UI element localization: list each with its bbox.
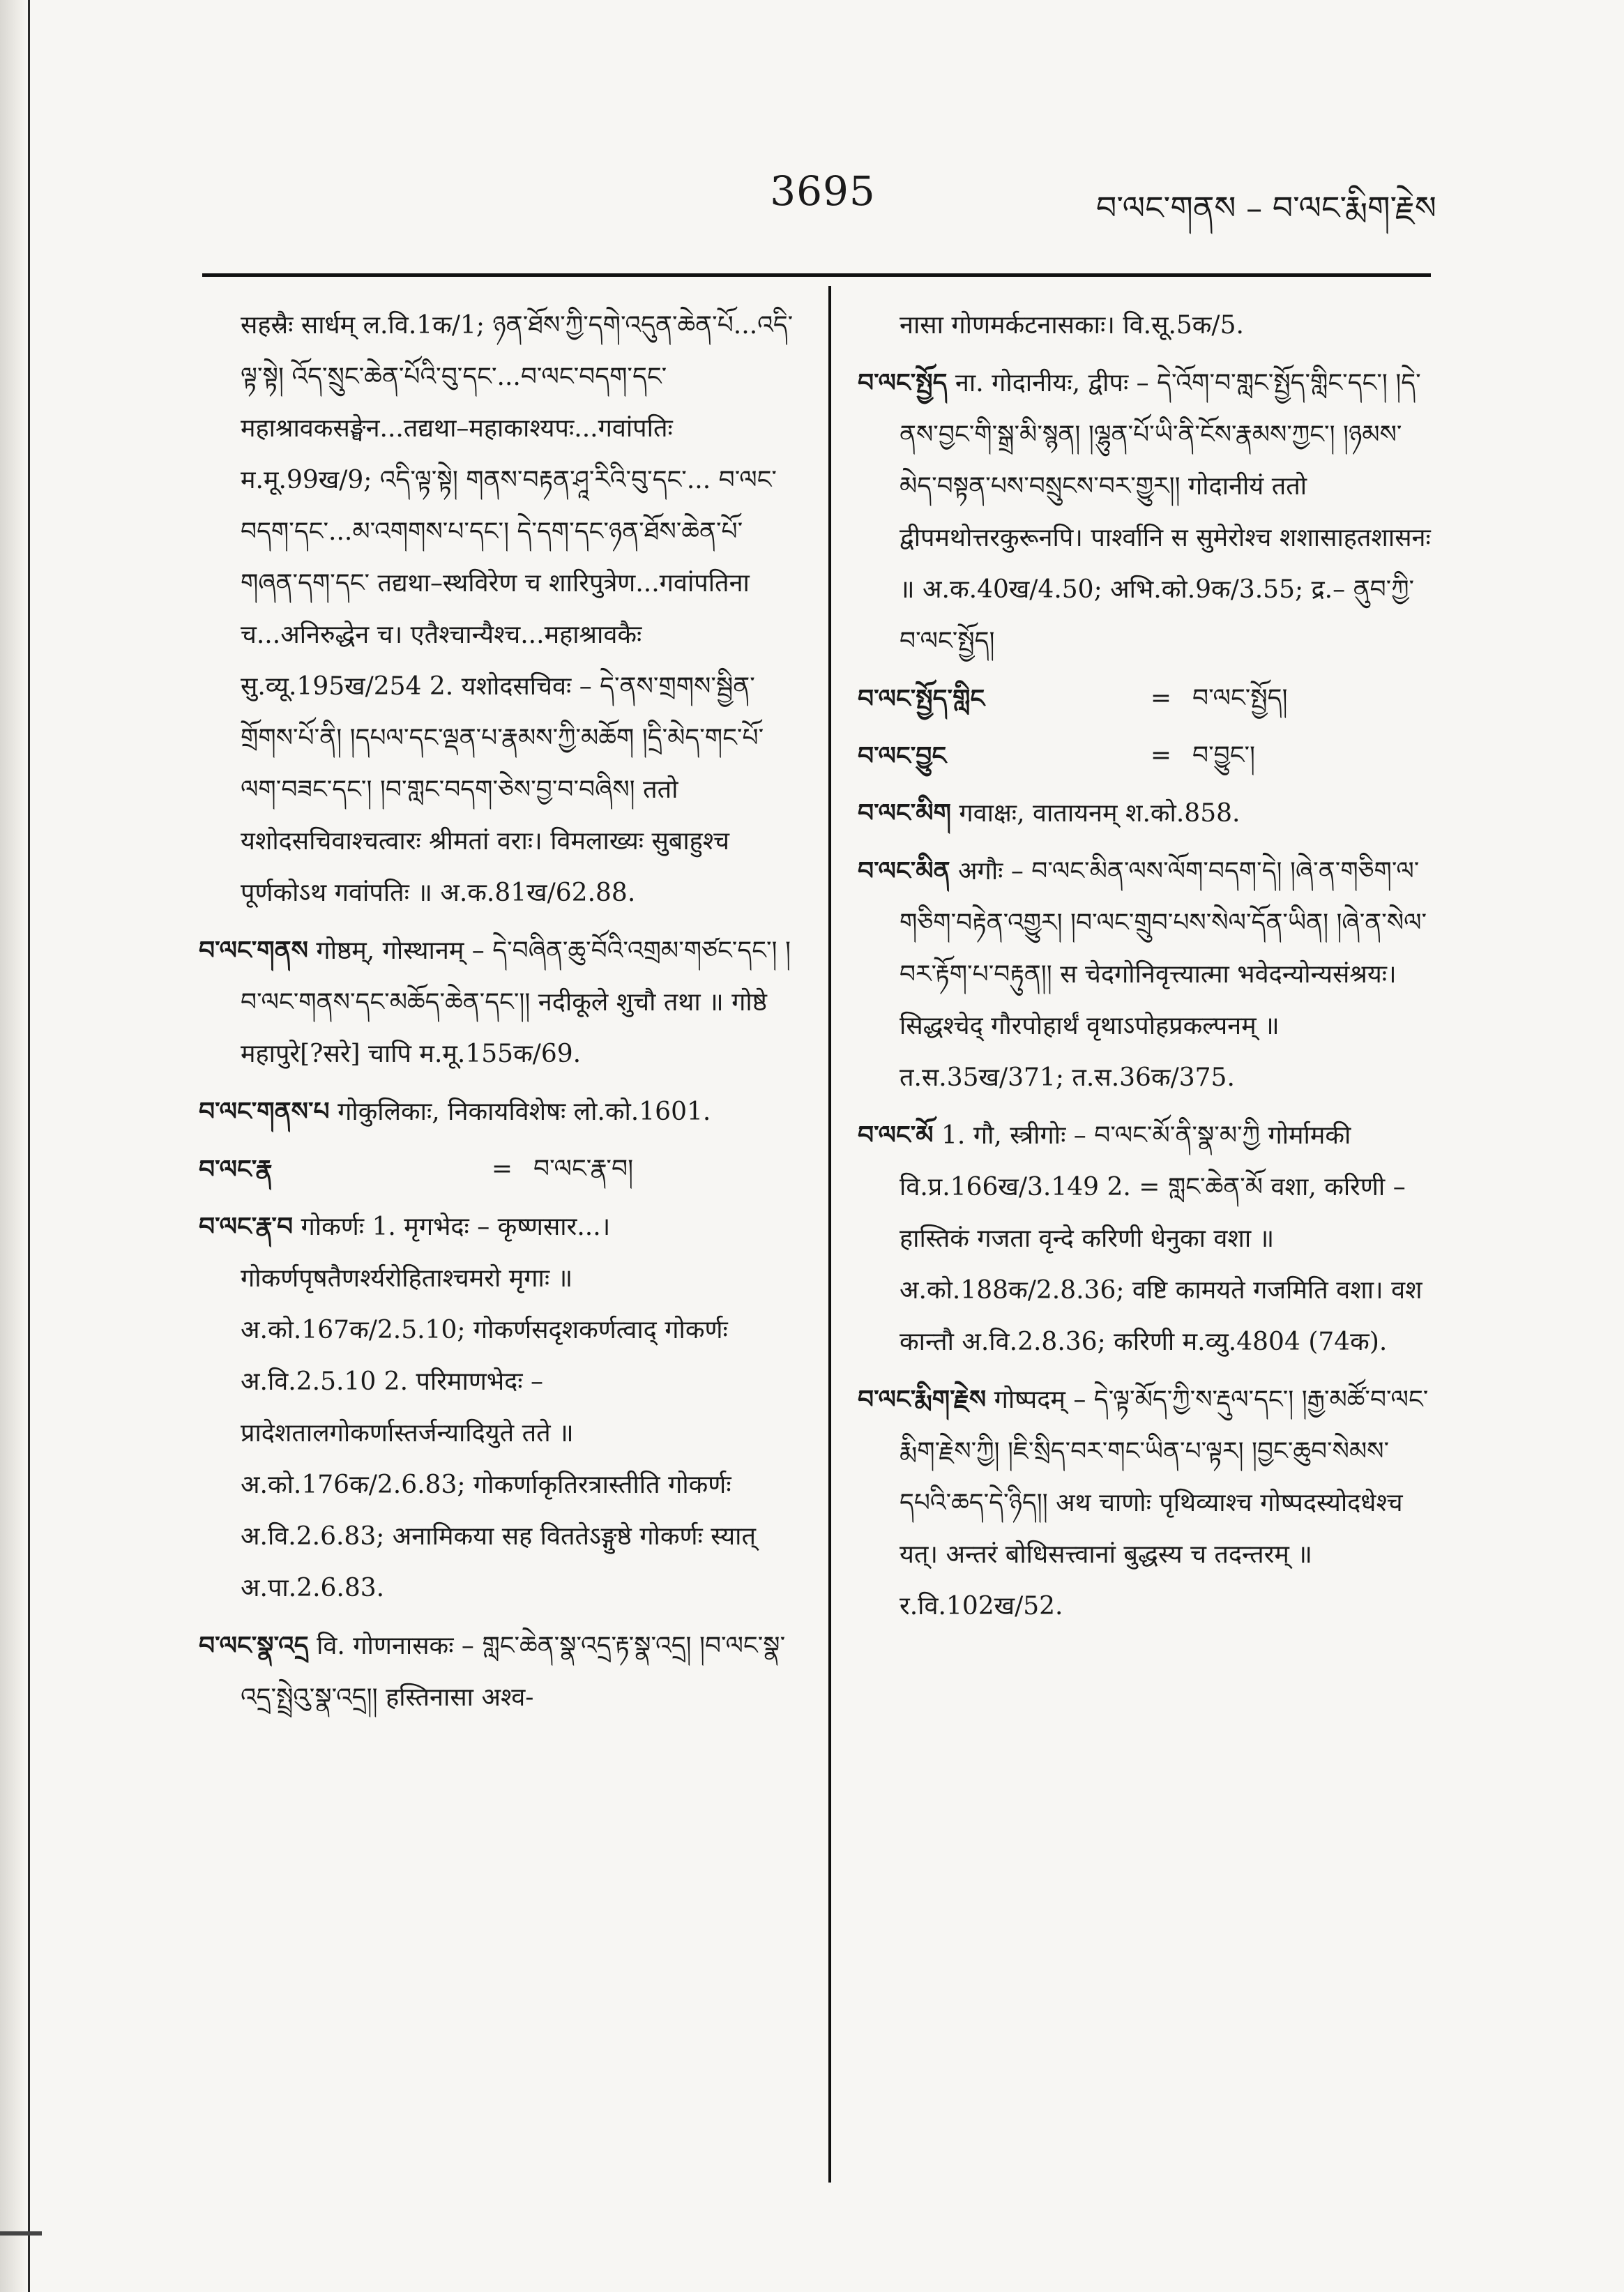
right-column — [858, 300, 1433, 1638]
page-number: 3695 — [770, 167, 876, 215]
entry-lemma: བ་ལང་མིག — [858, 798, 951, 828]
xref-equals: = — [1150, 741, 1172, 770]
dictionary-entry — [858, 357, 1433, 667]
entry-lemma: བ་ལང་གནས — [199, 936, 308, 965]
dictionary-entry — [199, 1620, 798, 1724]
entry-lemma: བ་ལང་རྣ་བ — [199, 1212, 294, 1241]
entry-lemma: བ་ལང་མོ — [858, 1121, 934, 1150]
page-binding-edge — [0, 0, 30, 2292]
entry-lemma: བ་ལང་གནས་པ — [199, 1097, 330, 1126]
entry-lemma: བ་ལང་སྤྱོད — [858, 368, 948, 397]
header-rule — [202, 273, 1431, 277]
scan-artifact — [0, 2231, 42, 2236]
cross-reference-row — [858, 730, 1433, 782]
xref-target: བ་བྱུང་། — [1192, 741, 1256, 770]
dictionary-entry — [199, 1201, 798, 1614]
running-head: བ་ལང་གནས – བ་ལང་རྨིག་རྗེས — [1095, 189, 1436, 227]
column-divider — [828, 286, 831, 2183]
entry-text: गवाक्षः, वातायनम् श.को.858. — [959, 799, 1240, 828]
entry-lemma: བ་ལང་སྣ་འདྲ — [199, 1631, 309, 1660]
entry-lemma: བ་ལང་རྨིག་རྗེས — [858, 1385, 987, 1414]
entry-text: वि. गोणनासकः – གླང་ཆེན་སྣ་འདྲ་རྟ་སྣ་འདྲ། །བ་ལང་སྣ་འདྲ་སྤྲེའུ་སྣ་འདྲ།། हस्तिनासा अश्व- — [241, 1632, 786, 1712]
continuation-paragraph: सहस्रैः सार्धम् ल.वि.1क/1; ཉན་ཐོས་ཀྱི་དགེ་འདུན་ཆེན་པོ...འདི་ལྟ་སྟེ། འོད་སྲུང་ཆེན་པོའི་བུ་དང་...བ་ལང་བདག་དང་ महाश्रावकसङ्घेन...तद्यथा–महाकाश्यपः...गवांपतिः म.मू.99ख/9; འདི་ལྟ་སྟེ། གནས་བརྟན་ཤཱ་རིའི་བུ་དང་... བ་ལང་བདག་དང་...མ་འགགས་པ་དང་། དེ་དག་དང་ཉན་ཐོས་ཆེན་པོ་གཞན་དག་དང་ तद्यथा–स्थविरेण च शारिपुत्रेण...गवांपतिना च...अनिरुद्धेन च। एतैश्चान्यैश्च...महाश्रावकैः सु.व्यू.195ख/254 2. यशोदसचिवः – དེ་ནས་གྲགས་སྦྱིན་གྲོགས་པོ་ནི། །དཔལ་དང་ལྡན་པ་རྣམས་ཀྱི་མཆོག །དྲི་མེད་གང་པོ་ལག་བཟང་དང་། །བ་གླང་བདག་ཅེས་བྱ་བ་བཞིས། ततो यशोदसचिवाश्चत्वारः श्रीमतां वराः। विमलाख्यः सुबाहुश्च पूर्णकोऽथ गवांपतिः ॥ अ.क.81ख/62.88. — [241, 311, 794, 907]
xref-target: བ་ལང་རྣ་བ། — [533, 1155, 634, 1183]
dictionary-entry — [199, 925, 798, 1080]
cross-reference-row — [858, 673, 1433, 724]
entry-text: गोकर्णः 1. मृगभेदः – कृष्णसार...। गोकर्णपृषतैणर्श्यरोहिताश्चमरो मृगाः ॥ अ.को.167क/2.5.10; गोकर्णसदृशकर्णत्वाद् गोकर्णः अ.वि.2.5.10 2. परिमाणभेदः – प्रादेशतालगोकर्णास्तर्जन्यादियुते तते ॥ अ.को.176क/2.6.83; गोकर्णाकृतिरत्रास्तीति गोकर्णः अ.वि.2.6.83; अनामिकया सह विततेऽङ्गुष्ठे गोकर्णः स्यात् अ.पा.2.6.83. — [241, 1213, 756, 1602]
continuation-paragraph: नासा गोणमर्कटनासकाः। वि.सू.5क/5. — [900, 311, 1244, 340]
entry-text: 1. गौ, स्त्रीगोः – བ་ལང་མོ་ནི་སྣ་མ་ཀྱི गोर्मामकी वि.प्र.166ख/3.149 2. = གླང་ཆེན་མོ वशा, करिणी – हास्तिकं गजता वृन्दे करिणी धेनुका वशा ॥ अ.को.188क/2.8.36; वष्टि कामयते गजमिति वशा। वश कान्तौ अ.वि.2.8.36; करिणी म.व्यु.4804 (74क). — [900, 1121, 1422, 1356]
entry-text: अगौः – བ་ལང་མིན་ལས་ལོག་བདག་དེ། །ཞེ་ན་གཅིག་ལ་གཅིག་བརྟེན་འགྱུར། །བ་ལང་གྲུབ་པས་སེལ་དོན་ཡིན། །ཞེ་ན་སེལ་བར་རྟོག་པ་བརྟུན།། स चेदगोनिवृत्त्यात्मा भवेदन्योन्यसंश्रयः। सिद्धश्चेद् गौरपोहार्थं वृथाऽपोहप्रकल्पनम् ॥ त.स.35ख/371; त.स.36क/375. — [900, 857, 1427, 1092]
xref-lemma: བ་ལང་རྣ — [199, 1155, 273, 1184]
xref-equals: = — [491, 1155, 513, 1183]
left-column — [199, 300, 798, 1729]
entry-text: गोष्ठम्, गोस्थानम् – དེ་བཞིན་ཆུ་བོའི་འགྲམ་གཙང་དང་། །བ་ལང་གནས་དང་མཆོད་ཆེན་དང་།། नदीकूले शुचौ तथा ॥ गोष्ठे महापुरे[?सरे] चापि म.मू.155क/69. — [241, 936, 791, 1068]
dictionary-entry — [858, 1109, 1433, 1368]
dictionary-entry — [858, 787, 1433, 840]
dictionary-entry — [199, 1086, 798, 1138]
entry-text: ना. गोदानीयः, द्वीपः – དེ་འོག་བ་གླང་སྤྱོད་གླིང་དང་། །དེ་ནས་བྱང་གི་སྒྲ་མི་སྙན། །ལྷུན་པོ་ཡི་ནི་ངོས་རྣམས་ཀྱང་། །ཉམས་མེད་བསྟན་པས་བསྲུངས་བར་གྱུར།། गोदानीयं ततो द्वीपमथोत्तरकुरूनपि। पार्श्वानि स सुमेरोश्च शशासाहतशासनः ॥ अ.क.40ख/4.50; अभि.को.9क/3.55; द्र.– ནུབ་ཀྱི་བ་ལང་སྤྱོད། — [900, 369, 1431, 655]
xref-lemma: བ་ལང་སྤྱོད་གླིང — [858, 684, 985, 713]
xref-target: བ་ལང་སྤྱོད། — [1192, 684, 1288, 713]
xref-equals: = — [1150, 684, 1172, 713]
xref-lemma: བ་ལང་བྱུང — [858, 741, 947, 771]
entry-text: गोकुलिकाः, निकायविशेषः लो.को.1601. — [337, 1098, 711, 1126]
dictionary-entry — [858, 845, 1433, 1104]
dictionary-entry — [858, 1374, 1433, 1632]
entry-text: गोष्पदम् – དེ་ལྟ་མོད་ཀྱི་ས་རྡུལ་དང་། །རྒྱ་མཚོ་བ་ལང་རྨིག་རྗེས་ཀྱི། །ཇི་སྲིད་བར་གང་ཡིན་པ་ལྟར། །བྱང་ཆུབ་སེམས་དཔའི་ཆད་དེ་ཉིད།། अथ चाणोः पृथिव्याश्च गोष्पदस्योदधेश्च यत्। अन्तरं बोधिसत्त्वानां बुद्धस्य च तदन्तरम् ॥ र.वि.102ख/52. — [900, 1386, 1429, 1621]
entry-lemma: བ་ལང་མིན — [858, 856, 950, 886]
cross-reference-row — [199, 1144, 798, 1195]
